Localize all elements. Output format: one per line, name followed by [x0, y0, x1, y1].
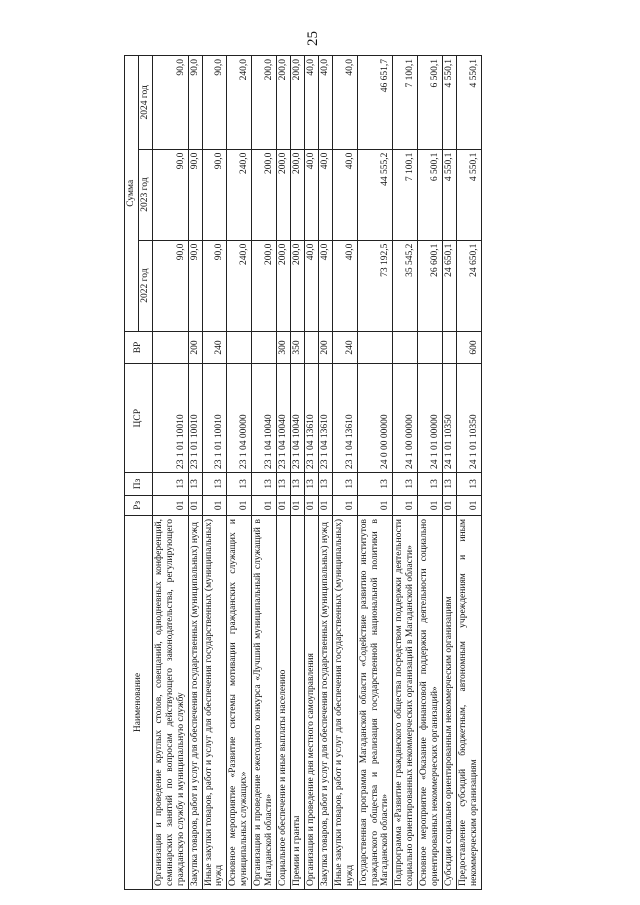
cell-csr: 24 1 01 10350 — [443, 364, 457, 473]
cell-csr: 23 1 01 10010 — [152, 364, 188, 473]
table-row — [202, 56, 227, 890]
cell-name: Иные закупки товаров, работ и услуг для обеспечения государственных (муниципальных) нужд — [332, 515, 357, 889]
cell-2022: 24 650,1 — [456, 240, 481, 331]
cell-rz: 01 — [332, 495, 357, 515]
header-pr: Пз — [125, 473, 153, 496]
cell-2023: 200,0 — [290, 149, 304, 240]
cell-2022: 35 545,2 — [393, 240, 418, 331]
cell-name: Основное мероприятие «Развитие системы мотивации гражданских служащих и муниципальных служащих» — [227, 515, 252, 889]
cell-name: Закупка товаров, работ и услуг для обеспечения государственных (муниципальных) нужд — [188, 515, 202, 889]
cell-2022: 200,0 — [277, 240, 291, 331]
cell-2023: 240,0 — [227, 149, 252, 240]
cell-csr: 23 1 04 13610 — [304, 364, 318, 473]
table-body — [152, 56, 481, 890]
cell-pr: 13 — [456, 473, 481, 496]
cell-pr: 13 — [304, 473, 318, 496]
cell-name: Премии и гранты — [290, 515, 304, 889]
cell-vr — [304, 331, 318, 364]
cell-rz: 01 — [443, 495, 457, 515]
table-row — [443, 56, 457, 890]
cell-2023: 44 555,2 — [357, 149, 393, 240]
cell-name: Организация и проведение круглых столов, совещаний, однодневных конференций, семинарских занятий по вопросам действующего законодательства, регулирующего гражданскую службу и муниципальную службу — [152, 515, 188, 889]
cell-2022: 90,0 — [202, 240, 227, 331]
cell-pr: 13 — [393, 473, 418, 496]
cell-csr: 24 1 01 00000 — [418, 364, 443, 473]
cell-pr: 13 — [277, 473, 291, 496]
cell-csr: 23 1 04 10040 — [252, 364, 277, 473]
budget-table — [124, 55, 482, 890]
cell-2022: 90,0 — [188, 240, 202, 331]
cell-vr — [393, 331, 418, 364]
table-row — [152, 56, 188, 890]
cell-csr: 23 1 04 10040 — [290, 364, 304, 473]
cell-2023: 40,0 — [304, 149, 318, 240]
cell-2022: 24 650,1 — [443, 240, 457, 331]
cell-2024: 40,0 — [332, 56, 357, 150]
cell-rz: 01 — [188, 495, 202, 515]
cell-2023: 40,0 — [318, 149, 332, 240]
table-row — [227, 56, 252, 890]
cell-2024: 40,0 — [318, 56, 332, 150]
cell-2023: 200,0 — [277, 149, 291, 240]
cell-vr — [357, 331, 393, 364]
cell-2022: 40,0 — [332, 240, 357, 331]
cell-vr: 240 — [202, 331, 227, 364]
cell-csr: 24 0 00 00000 — [357, 364, 393, 473]
table-row — [188, 56, 202, 890]
cell-2024: 7 100,1 — [393, 56, 418, 150]
cell-pr: 13 — [332, 473, 357, 496]
cell-rz: 01 — [304, 495, 318, 515]
cell-2023: 40,0 — [332, 149, 357, 240]
cell-2023: 90,0 — [188, 149, 202, 240]
cell-2024: 200,0 — [252, 56, 277, 150]
cell-pr: 13 — [202, 473, 227, 496]
cell-vr — [152, 331, 188, 364]
cell-2023: 90,0 — [152, 149, 188, 240]
cell-csr: 23 1 01 10010 — [202, 364, 227, 473]
cell-name: Закупка товаров, работ и услуг для обеспечения государственных (муниципальных) нужд — [318, 515, 332, 889]
table-row — [277, 56, 291, 890]
cell-name: Подпрограмма «Развитие гражданского общества посредством поддержки деятельности социально ориентированных некоммерческих организаций в Магаданской области» — [393, 515, 418, 889]
cell-2024: 4 550,1 — [443, 56, 457, 150]
cell-vr: 240 — [332, 331, 357, 364]
cell-2023: 6 500,1 — [418, 149, 443, 240]
cell-2024: 90,0 — [188, 56, 202, 150]
cell-vr: 300 — [277, 331, 291, 364]
cell-2022: 90,0 — [152, 240, 188, 331]
cell-vr — [418, 331, 443, 364]
cell-rz: 01 — [393, 495, 418, 515]
header-vr: ВР — [125, 331, 153, 364]
table-row — [456, 56, 481, 890]
cell-2022: 26 600,1 — [418, 240, 443, 331]
cell-rz: 01 — [277, 495, 291, 515]
cell-vr — [443, 331, 457, 364]
cell-2024: 46 651,7 — [357, 56, 393, 150]
cell-vr: 200 — [318, 331, 332, 364]
table-row — [418, 56, 443, 890]
cell-pr: 13 — [418, 473, 443, 496]
cell-pr: 13 — [357, 473, 393, 496]
cell-2023: 7 100,1 — [393, 149, 418, 240]
cell-name: Организация и проведение дня местного самоуправления — [304, 515, 318, 889]
cell-name: Организация и проведение ежегодного конкурса «Лучший муниципальный служащий в Магаданской области» — [252, 515, 277, 889]
cell-2024: 40,0 — [304, 56, 318, 150]
cell-csr: 24 1 00 00000 — [393, 364, 418, 473]
header-year-2022: 2022 год — [138, 240, 152, 331]
cell-name: Субсидии социально ориентированным некоммерческим организациям — [443, 515, 457, 889]
cell-2022: 200,0 — [290, 240, 304, 331]
cell-name: Государственная программа Магаданской области «Содействие развитию институтов гражданского общества и реализация государственной национальной политики в Магаданской области» — [357, 515, 393, 889]
header-sum: Сумма — [125, 56, 139, 332]
table-row — [290, 56, 304, 890]
cell-pr: 13 — [188, 473, 202, 496]
cell-2022: 200,0 — [252, 240, 277, 331]
cell-2023: 200,0 — [252, 149, 277, 240]
header-name: Наименование — [125, 515, 153, 889]
header-row-1 — [125, 56, 139, 890]
table-row — [332, 56, 357, 890]
cell-rz: 01 — [202, 495, 227, 515]
cell-csr: 24 1 01 10350 — [456, 364, 481, 473]
cell-name: Основное мероприятие «Оказание финансовой поддержки деятельности социально ориентированных некоммерческих организаций» — [418, 515, 443, 889]
table-header — [125, 56, 153, 890]
page-number — [296, 20, 330, 56]
cell-vr: 350 — [290, 331, 304, 364]
cell-csr: 23 1 04 10040 — [277, 364, 291, 473]
cell-rz: 01 — [456, 495, 481, 515]
page-number-text: 25 — [304, 30, 321, 46]
header-rz: Рз — [125, 495, 153, 515]
cell-csr: 23 1 04 13610 — [318, 364, 332, 473]
cell-2024: 240,0 — [227, 56, 252, 150]
cell-2024: 90,0 — [202, 56, 227, 150]
cell-rz: 01 — [152, 495, 188, 515]
cell-2023: 4 550,1 — [443, 149, 457, 240]
cell-vr: 200 — [188, 331, 202, 364]
cell-2024: 6 500,1 — [418, 56, 443, 150]
header-year-2023: 2023 год — [138, 149, 152, 240]
cell-pr: 13 — [290, 473, 304, 496]
cell-rz: 01 — [318, 495, 332, 515]
cell-pr: 13 — [443, 473, 457, 496]
cell-rz: 01 — [418, 495, 443, 515]
cell-rz: 01 — [227, 495, 252, 515]
cell-2023: 4 550,1 — [456, 149, 481, 240]
cell-name: Иные закупки товаров, работ и услуг для обеспечения государственных (муниципальных) нужд — [202, 515, 227, 889]
cell-rz: 01 — [252, 495, 277, 515]
cell-name: Социальное обеспечение и иные выплаты населению — [277, 515, 291, 889]
cell-vr — [227, 331, 252, 364]
cell-2024: 90,0 — [152, 56, 188, 150]
cell-2022: 40,0 — [304, 240, 318, 331]
cell-pr: 13 — [152, 473, 188, 496]
cell-2024: 200,0 — [290, 56, 304, 150]
header-csr: ЦСР — [125, 364, 153, 473]
cell-csr: 23 1 04 13610 — [332, 364, 357, 473]
cell-csr: 23 1 01 10010 — [188, 364, 202, 473]
cell-rz: 01 — [357, 495, 393, 515]
cell-2022: 73 192,5 — [357, 240, 393, 331]
cell-rz: 01 — [290, 495, 304, 515]
cell-2022: 40,0 — [318, 240, 332, 331]
cell-2022: 240,0 — [227, 240, 252, 331]
table-row — [252, 56, 277, 890]
header-year-2024: 2024 год — [138, 56, 152, 150]
cell-vr: 600 — [456, 331, 481, 364]
rotated-table-container — [124, 55, 591, 890]
cell-vr — [252, 331, 277, 364]
cell-name: Предоставление субсидий бюджетным, автономным учреждениям и иным некоммерческим организациям — [456, 515, 481, 889]
cell-2024: 4 550,1 — [456, 56, 481, 150]
cell-pr: 13 — [252, 473, 277, 496]
table-row — [304, 56, 318, 890]
cell-2024: 200,0 — [277, 56, 291, 150]
cell-csr: 23 1 04 00000 — [227, 364, 252, 473]
table-row — [318, 56, 332, 890]
table-row — [357, 56, 393, 890]
cell-pr: 13 — [227, 473, 252, 496]
table-row — [393, 56, 418, 890]
cell-pr: 13 — [318, 473, 332, 496]
cell-2023: 90,0 — [202, 149, 227, 240]
